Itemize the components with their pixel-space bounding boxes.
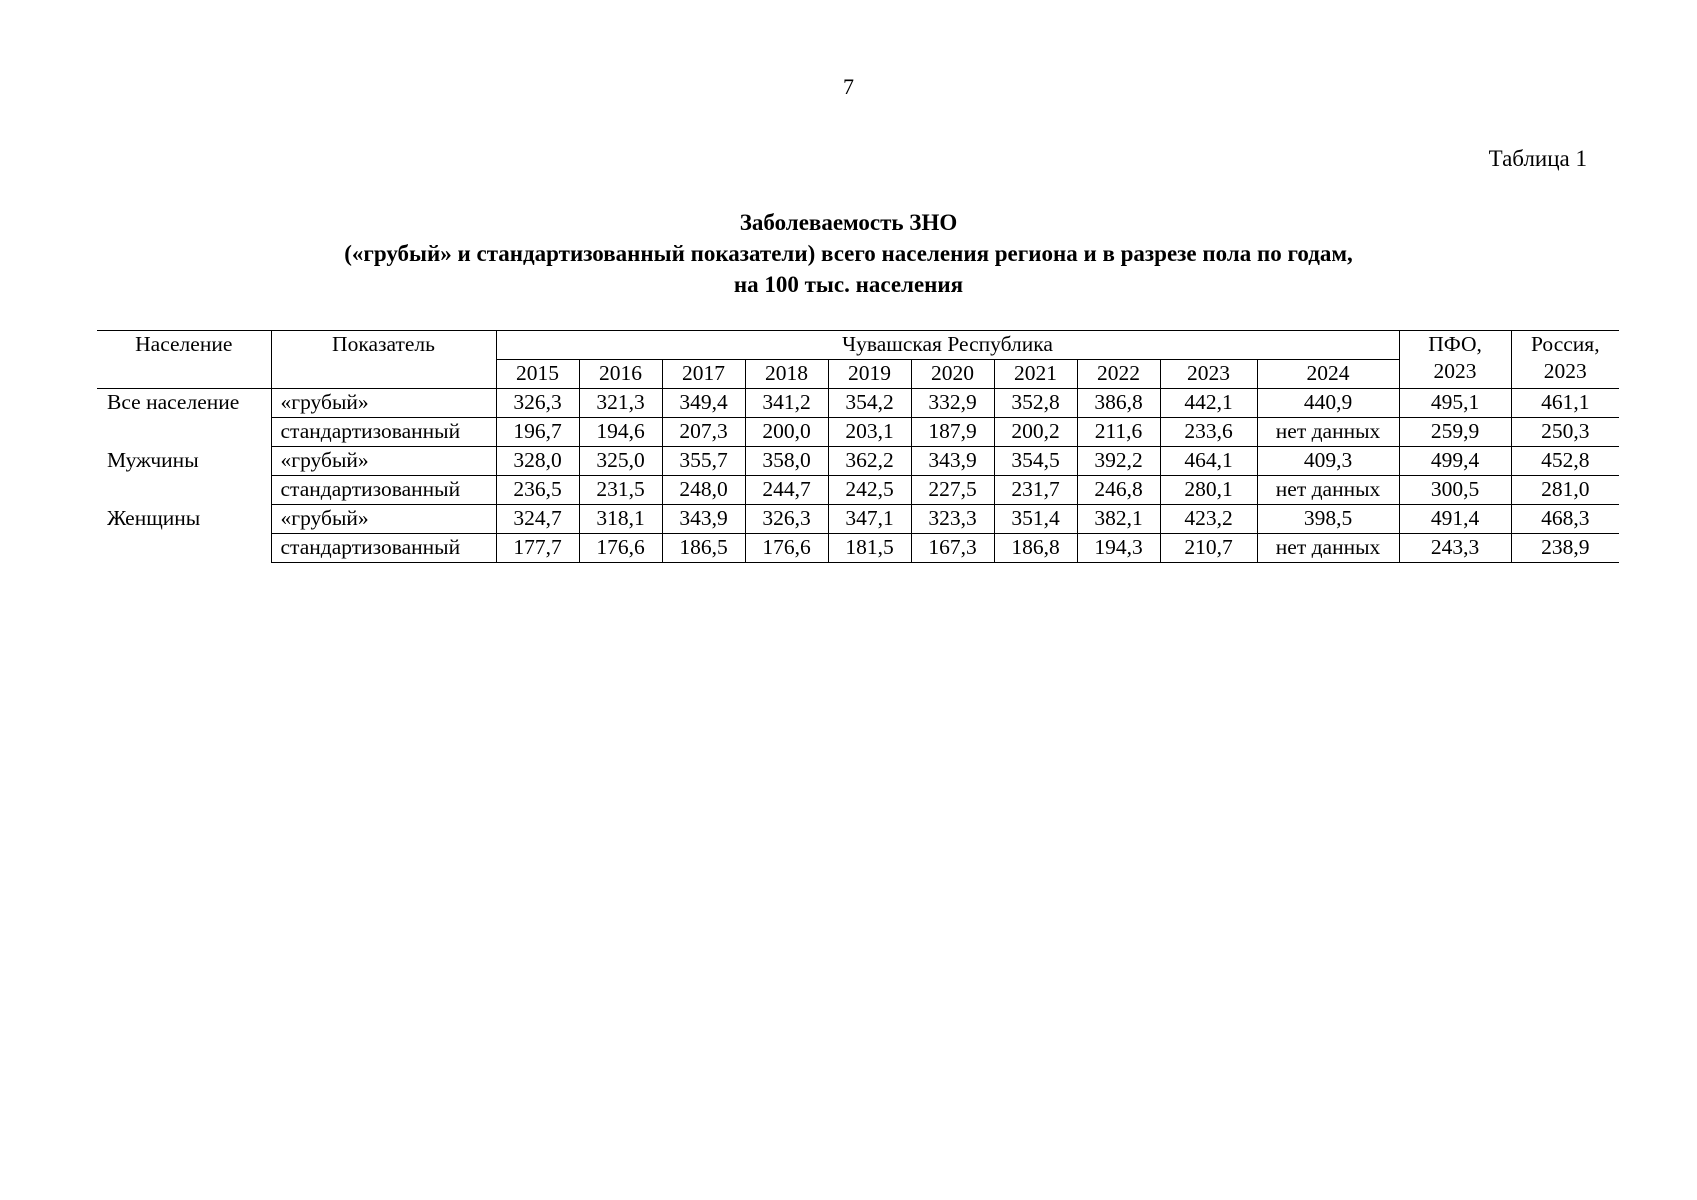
value-cell: 186,8	[994, 534, 1077, 563]
page-number: 7	[843, 74, 854, 99]
value-cell: 177,7	[496, 534, 579, 563]
value-cell: 343,9	[911, 447, 994, 476]
value-cell: 358,0	[745, 447, 828, 476]
value-cell: 442,1	[1160, 389, 1257, 418]
value-cell: 203,1	[828, 418, 911, 447]
value-cell: 321,3	[579, 389, 662, 418]
population-cell: Женщины	[107, 505, 201, 530]
value-cell: 386,8	[1077, 389, 1160, 418]
value-cell: 242,5	[828, 476, 911, 505]
table-title	[0, 207, 1697, 300]
pfo-header	[1399, 331, 1511, 389]
population-cell: Мужчины	[107, 447, 199, 472]
title-line-2: («грубый» и стандартизованный показатели) всего населения региона и в разрезе пола по годам,	[344, 241, 1353, 266]
year-header: 2015	[496, 360, 579, 389]
title-line-3: на 100 тыс. населения	[733, 272, 964, 297]
value-cell: 231,5	[579, 476, 662, 505]
year-header: 2019	[828, 360, 911, 389]
value-cell: 233,6	[1160, 418, 1257, 447]
value-cell: 280,1	[1160, 476, 1257, 505]
value-cell: 398,5	[1257, 505, 1399, 534]
value-cell: 200,0	[745, 418, 828, 447]
value-cell: 440,9	[1257, 389, 1399, 418]
russia-cell: 468,3	[1511, 505, 1619, 534]
value-cell: 181,5	[828, 534, 911, 563]
value-cell: 423,2	[1160, 505, 1257, 534]
pfo-cell: 243,3	[1399, 534, 1511, 563]
value-cell: 176,6	[745, 534, 828, 563]
value-cell: 211,6	[1077, 418, 1160, 447]
value-cell: 323,3	[911, 505, 994, 534]
value-cell: 236,5	[496, 476, 579, 505]
value-cell: 328,0	[496, 447, 579, 476]
indicator-cell: стандартизованный	[271, 476, 496, 505]
region-header: Чувашская Республика	[496, 331, 1399, 360]
value-cell: 354,2	[828, 389, 911, 418]
value-cell: 207,3	[662, 418, 745, 447]
value-cell: 194,3	[1077, 534, 1160, 563]
year-header: 2022	[1077, 360, 1160, 389]
value-cell: 246,8	[1077, 476, 1160, 505]
value-cell: 325,0	[579, 447, 662, 476]
population-header: Население	[97, 331, 271, 389]
value-cell: 332,9	[911, 389, 994, 418]
year-header: 2020	[911, 360, 994, 389]
indicator-cell: стандартизованный	[271, 534, 496, 563]
value-cell: 176,6	[579, 534, 662, 563]
pfo-cell: 300,5	[1399, 476, 1511, 505]
value-cell: 349,4	[662, 389, 745, 418]
value-cell: 343,9	[662, 505, 745, 534]
value-cell: 355,7	[662, 447, 745, 476]
indicator-cell: «грубый»	[271, 447, 496, 476]
russia-cell: 238,9	[1511, 534, 1619, 563]
russia-header	[1511, 331, 1619, 389]
pfo-cell: 495,1	[1399, 389, 1511, 418]
pfo-cell: 259,9	[1399, 418, 1511, 447]
value-cell: 167,3	[911, 534, 994, 563]
year-header: 2023	[1160, 360, 1257, 389]
year-header: 2021	[994, 360, 1077, 389]
value-cell: 187,9	[911, 418, 994, 447]
pfo-cell: 499,4	[1399, 447, 1511, 476]
year-header: 2017	[662, 360, 745, 389]
value-cell: 352,8	[994, 389, 1077, 418]
value-cell: 324,7	[496, 505, 579, 534]
value-cell: 392,2	[1077, 447, 1160, 476]
value-cell: нет данных	[1257, 476, 1399, 505]
pfo-header-line-2: 2023	[1433, 359, 1477, 383]
table-row	[97, 447, 1619, 476]
table-row	[97, 534, 1619, 563]
indicator-cell: «грубый»	[271, 389, 496, 418]
indicator-cell: «грубый»	[271, 505, 496, 534]
year-header: 2016	[579, 360, 662, 389]
year-header: 2018	[745, 360, 828, 389]
value-cell: 248,0	[662, 476, 745, 505]
table-row	[97, 476, 1619, 505]
table-label: Таблица 1	[1488, 146, 1587, 171]
value-cell: 351,4	[994, 505, 1077, 534]
header-row-1	[97, 331, 1619, 360]
value-cell: 326,3	[745, 505, 828, 534]
russia-cell: 250,3	[1511, 418, 1619, 447]
value-cell: 186,5	[662, 534, 745, 563]
value-cell: 196,7	[496, 418, 579, 447]
value-cell: 227,5	[911, 476, 994, 505]
value-cell: 231,7	[994, 476, 1077, 505]
value-cell: 326,3	[496, 389, 579, 418]
year-header: 2024	[1257, 360, 1399, 389]
russia-header-line-1: Россия,	[1531, 332, 1600, 356]
value-cell: 194,6	[579, 418, 662, 447]
indicator-cell: стандартизованный	[271, 418, 496, 447]
pfo-cell: 491,4	[1399, 505, 1511, 534]
value-cell: 464,1	[1160, 447, 1257, 476]
population-cell: Все население	[107, 390, 240, 414]
table-row	[97, 418, 1619, 447]
value-cell: 347,1	[828, 505, 911, 534]
value-cell: нет данных	[1257, 534, 1399, 563]
value-cell: 354,5	[994, 447, 1077, 476]
value-cell: 210,7	[1160, 534, 1257, 563]
value-cell: 244,7	[745, 476, 828, 505]
value-cell: 318,1	[579, 505, 662, 534]
title-line-1: Заболеваемость ЗНО	[739, 210, 958, 235]
table-row	[97, 389, 1619, 418]
russia-cell: 461,1	[1511, 389, 1619, 418]
value-cell: нет данных	[1257, 418, 1399, 447]
table-row	[97, 505, 1619, 534]
value-cell: 200,2	[994, 418, 1077, 447]
russia-cell: 452,8	[1511, 447, 1619, 476]
incidence-table	[97, 330, 1619, 563]
value-cell: 362,2	[828, 447, 911, 476]
value-cell: 409,3	[1257, 447, 1399, 476]
value-cell: 382,1	[1077, 505, 1160, 534]
indicator-header: Показатель	[271, 331, 496, 389]
russia-cell: 281,0	[1511, 476, 1619, 505]
russia-header-line-2: 2023	[1543, 359, 1587, 383]
value-cell: 341,2	[745, 389, 828, 418]
pfo-header-line-1: ПФО,	[1428, 332, 1482, 356]
